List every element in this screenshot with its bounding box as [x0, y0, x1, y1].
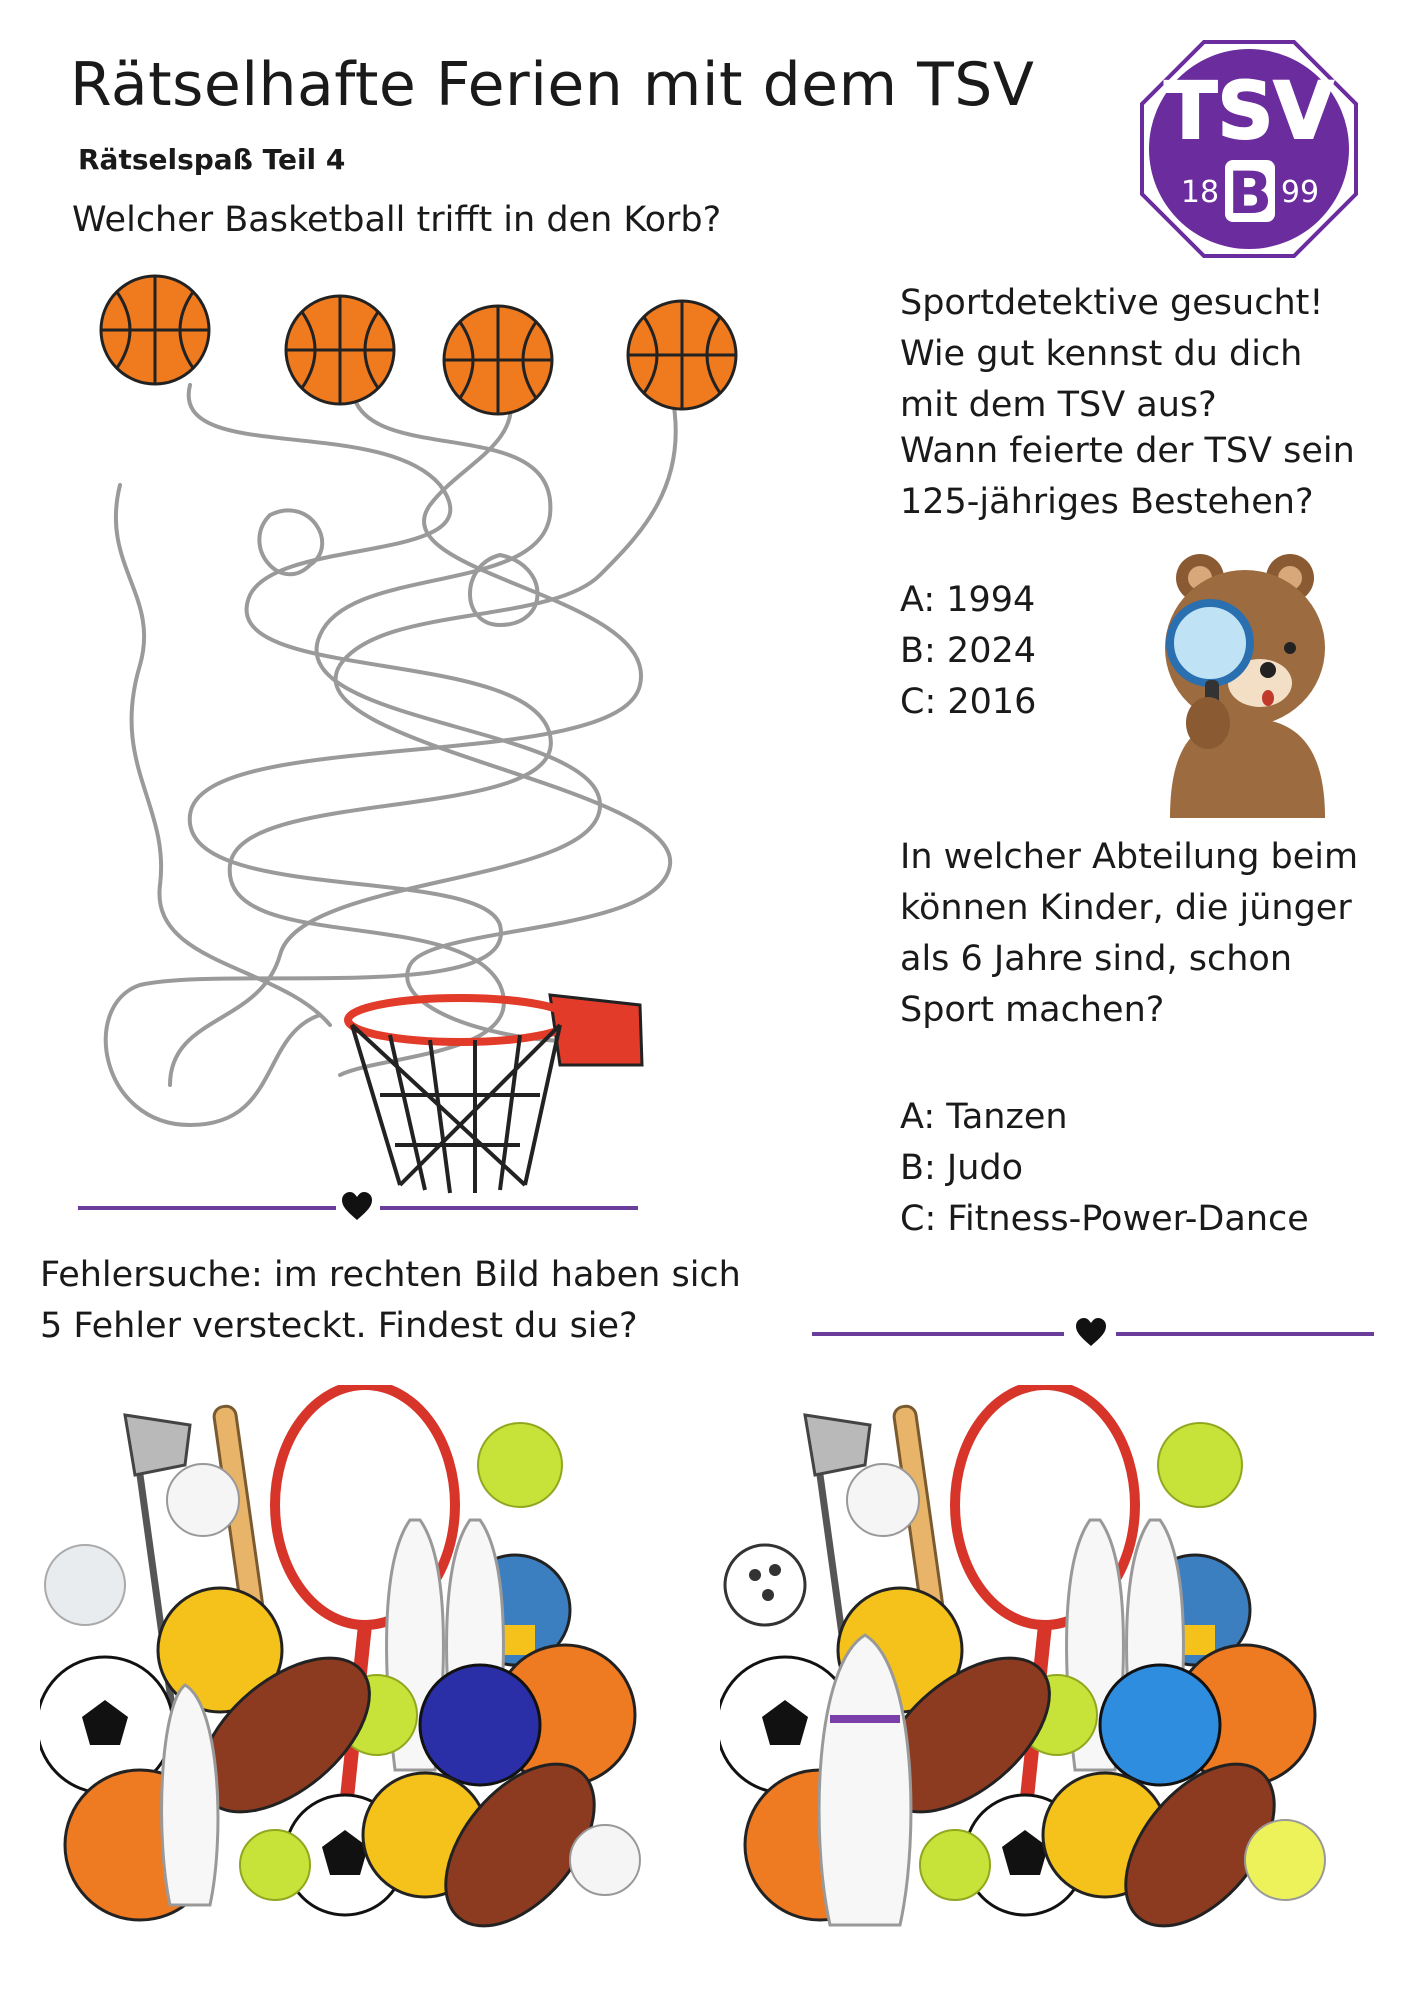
question-line: In welcher Abteilung beim	[900, 837, 1359, 877]
quiz-intro	[900, 278, 1323, 431]
quiz-intro-line: Sportdetektive gesucht!	[900, 283, 1324, 323]
quiz-options-1	[900, 575, 1036, 728]
quiz-question-2	[900, 832, 1358, 1036]
divider-left-b	[380, 1206, 638, 1210]
answer-option: B: Judo	[900, 1148, 1024, 1188]
quiz-intro-line: Wie gut kennst du dich	[900, 334, 1303, 374]
question-line: Sport machen?	[900, 990, 1165, 1030]
question-line: können Kinder, die jünger	[900, 888, 1352, 928]
answer-option: A: Tanzen	[900, 1097, 1068, 1137]
maze-question: Welcher Basketball trifft in den Korb?	[72, 200, 722, 240]
logo-year-right: 99	[1280, 175, 1320, 210]
divider-right-a	[812, 1332, 1064, 1336]
answer-option: B: 2024	[900, 631, 1037, 671]
answer-option: A: 1994	[900, 580, 1036, 620]
quiz-options-2	[900, 1092, 1309, 1245]
logo-year-left: 18	[1180, 175, 1220, 210]
page-subtitle: Rätselspaß Teil 4	[78, 143, 346, 176]
maze-puzzle	[80, 265, 740, 1225]
question-line: Wann feierte der TSV sein	[900, 431, 1355, 471]
sports-collage-modified	[720, 1385, 1340, 1945]
page-title: Rätselhafte Ferien mit dem TSV	[70, 50, 1035, 120]
answer-option: C: Fitness-Power-Dance	[900, 1199, 1309, 1239]
question-line: 125-jähriges Bestehen?	[900, 482, 1314, 522]
divider-right-b	[1116, 1332, 1374, 1336]
divider-left-a	[78, 1206, 336, 1210]
instruction-line: Fehlersuche: im rechten Bild haben sich	[40, 1255, 741, 1295]
quiz-intro-line: mit dem TSV aus?	[900, 385, 1217, 425]
spot-difference-instruction	[40, 1250, 741, 1352]
heart-icon	[340, 1190, 374, 1224]
heart-icon	[1074, 1316, 1108, 1350]
tsv-logo	[1138, 38, 1360, 260]
quiz-question-1	[900, 426, 1355, 528]
detective-bear-icon	[1160, 548, 1330, 818]
logo-tsv-text: TSV	[1164, 67, 1334, 157]
instruction-line: 5 Fehler versteckt. Findest du sie?	[40, 1306, 638, 1346]
sports-collage-original	[40, 1385, 660, 1945]
question-line: als 6 Jahre sind, schon	[900, 939, 1293, 979]
logo-letter: B	[1227, 159, 1273, 227]
answer-option: C: 2016	[900, 682, 1037, 722]
